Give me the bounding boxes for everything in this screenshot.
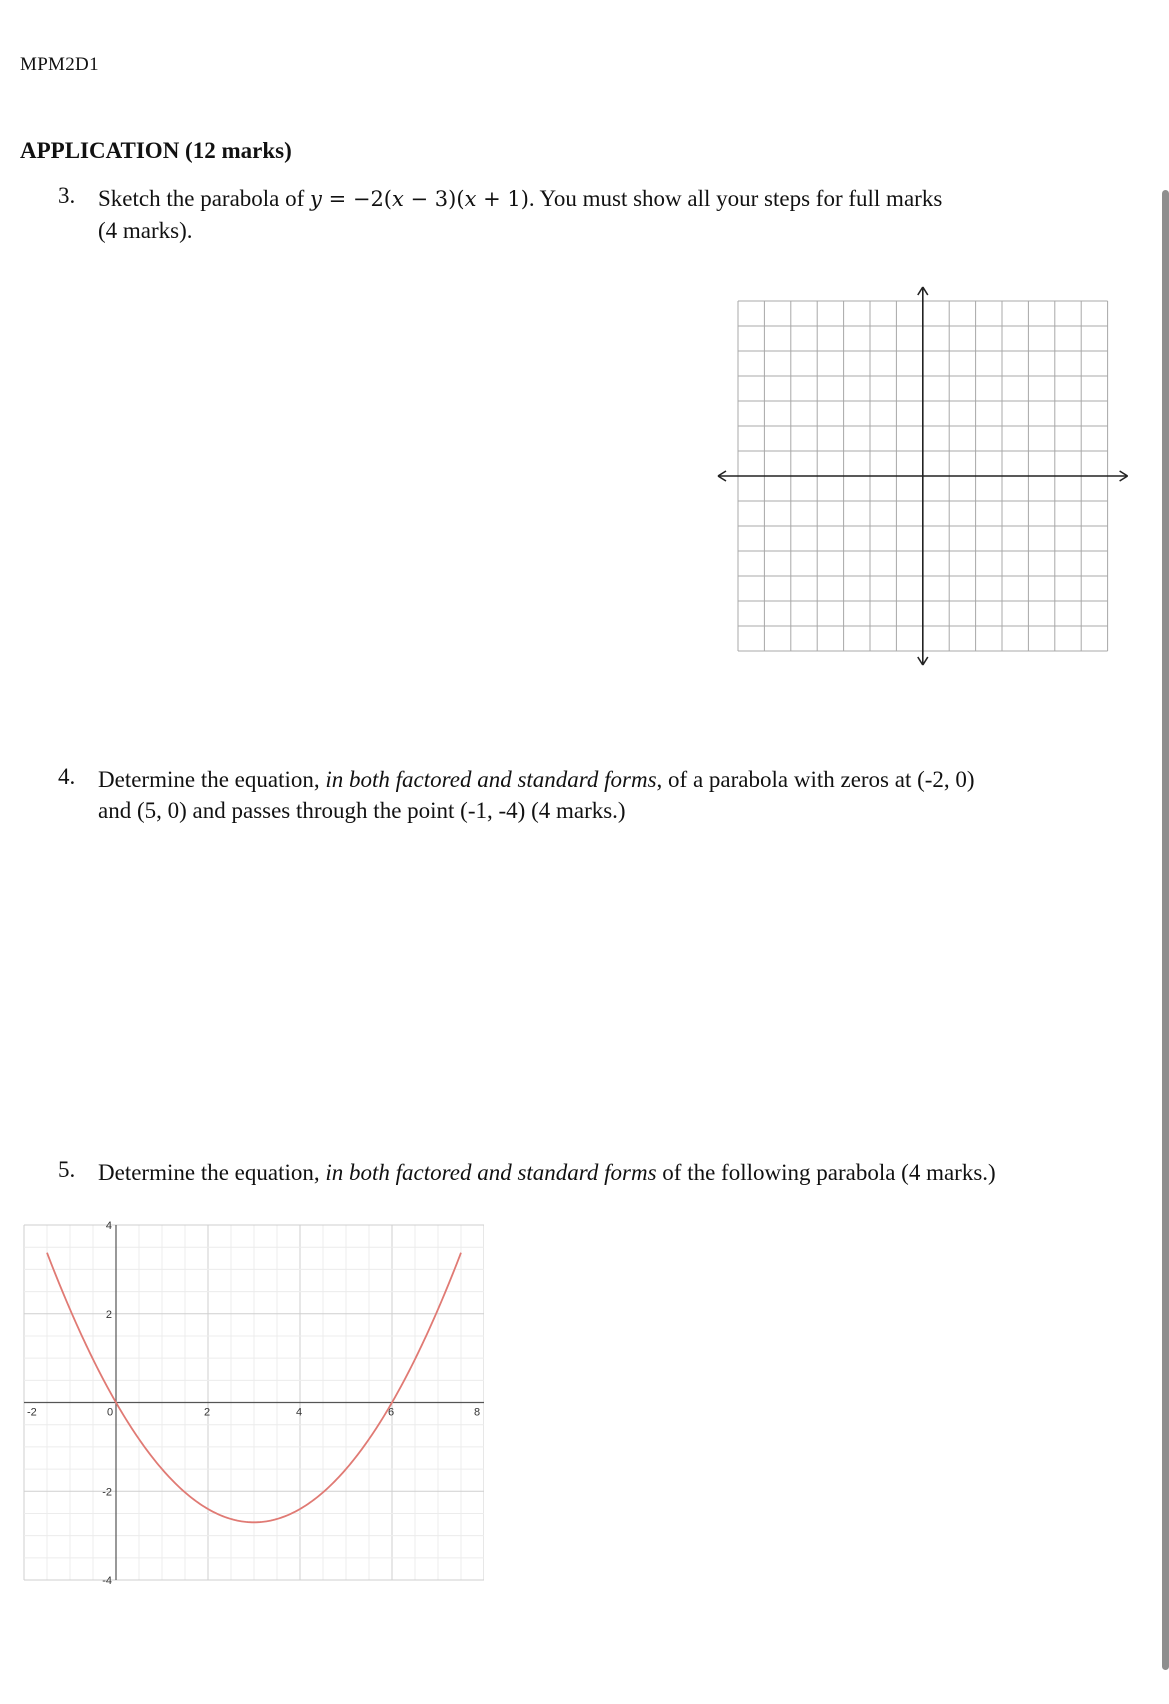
x-tick-label: 4 (296, 1406, 303, 1419)
question-3-text (98, 183, 942, 246)
question-4-text: Determine the equation, in both factored and standard forms, of a parabola with zeros at (-2, 0) and (5, 0) and passes through the point (-1, -4) (4 marks.) (98, 767, 975, 823)
question-3-equation: y = −2(x − 3)(x + 1) (310, 187, 529, 211)
y-tick-label: -2 (102, 1486, 112, 1499)
question-4-line2: and (5, 0) and passes through the point (-1, -4) (4 marks.) (98, 798, 626, 823)
section-heading: APPLICATION (12 marks) (20, 138, 292, 163)
y-tick-label: 4 (105, 1220, 112, 1232)
question-3-line2: (4 marks). (98, 218, 193, 243)
question-3-text-before: Sketch the parabola of (98, 186, 311, 211)
x-tick-label: -2 (27, 1406, 37, 1419)
x-tick-label: 0 (107, 1406, 114, 1419)
x-tick-label: 8 (474, 1406, 481, 1419)
question-3-text-after: . You must show all your steps for full marks (528, 186, 943, 211)
scrollbar[interactable] (1162, 190, 1169, 1670)
question-5-emphasis: in both factored and standard forms (325, 1160, 657, 1185)
x-tick-label: 2 (204, 1406, 211, 1419)
question-3-number: 3. (58, 183, 76, 208)
x-tick-label: 6 (388, 1406, 395, 1419)
y-tick-label: -4 (102, 1575, 112, 1587)
question-5-text: Determine the equation, in both factored and standard forms of the following parabola (4 marks.) (98, 1160, 996, 1185)
blank-coordinate-grid (715, 276, 1135, 676)
parabola-graph (14, 1210, 484, 1590)
y-tick-label: 2 (105, 1308, 112, 1321)
course-code: MPM2D1 (20, 54, 99, 75)
question-5-number: 5. (58, 1157, 76, 1182)
question-4-emphasis: in both factored and standard forms (325, 767, 657, 792)
question-4-number: 4. (58, 764, 76, 789)
